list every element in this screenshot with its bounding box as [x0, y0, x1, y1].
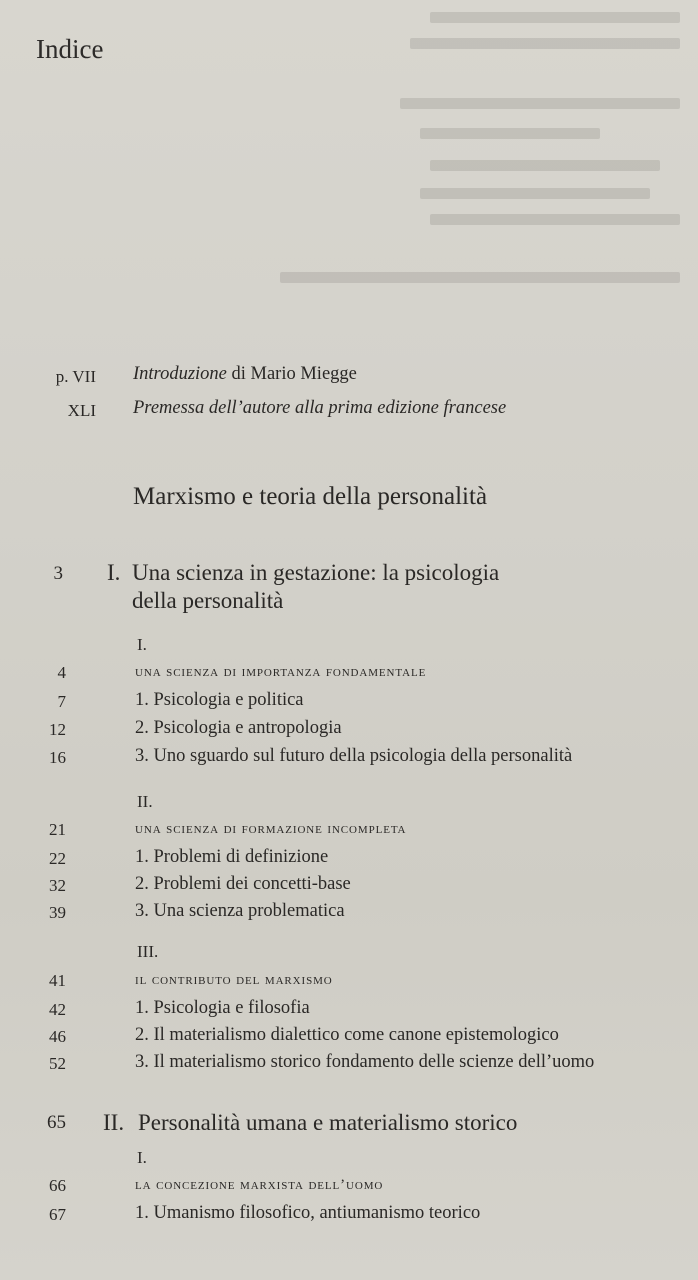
toc-item[interactable]: 1. Umanismo filosofico, antiumanismo teorico [135, 1203, 481, 1223]
section-page: 4 [57, 663, 66, 682]
section-title[interactable]: il contributo del marxismo [135, 972, 333, 988]
index-heading: Indice [36, 34, 104, 64]
chapter-numeral: II. [103, 1110, 125, 1135]
section-numeral: III. [137, 942, 159, 961]
front-matter-item[interactable] [133, 398, 506, 419]
toc-item[interactable]: 2. Psicologia e antropologia [135, 718, 342, 738]
chapter-numeral: I. [107, 560, 121, 585]
item-page: 42 [49, 1000, 66, 1019]
section-title[interactable]: una scienza di importanza fondamentale [135, 664, 427, 680]
section-numeral: II. [137, 792, 153, 811]
item-page: 32 [49, 876, 66, 895]
item-page: 16 [49, 748, 66, 767]
toc-item[interactable]: 2. Problemi dei concetti-base [135, 874, 351, 894]
toc-item[interactable]: 1. Psicologia e filosofia [135, 998, 310, 1018]
show-through-texture [0, 0, 698, 330]
chapter-page: 65 [47, 1112, 66, 1133]
item-page: 12 [49, 720, 66, 739]
chapter-title-line1[interactable]: Una scienza in gestazione: la psicologia [132, 560, 500, 585]
chapter-title[interactable]: Personalità umana e materialismo storico [138, 1110, 518, 1135]
toc-item[interactable]: 3. Il materialismo storico fondamento delle scienze dell’uomo [135, 1052, 595, 1072]
chapter-title-line2[interactable]: della personalità [132, 588, 284, 613]
front-matter-title: Premessa dell’autore alla prima edizione francese [133, 398, 507, 418]
front-matter-item[interactable] [133, 364, 357, 385]
section-page: 66 [49, 1176, 66, 1195]
item-page: 7 [57, 692, 66, 711]
item-page: 39 [49, 903, 66, 922]
toc-item[interactable]: 3. Uno sguardo sul futuro della psicologia della personalità [135, 746, 573, 766]
section-title[interactable]: una scienza di formazione incompleta [135, 821, 407, 837]
section-title[interactable]: la concezione marxista dell’uomo [135, 1177, 384, 1193]
item-page: 52 [49, 1054, 66, 1073]
front-matter-title: Introduzione [133, 364, 227, 384]
front-matter-page: p. VII [55, 367, 96, 386]
front-matter-author: di Mario Miegge [226, 364, 357, 384]
toc-item[interactable]: 2. Il materialismo dialettico come canone epistemologico [135, 1025, 559, 1045]
front-matter-page: XLI [67, 401, 96, 420]
toc-item[interactable]: 1. Psicologia e politica [135, 690, 304, 710]
book-title: Marxismo e teoria della personalità [133, 483, 488, 510]
section-page: 41 [49, 971, 66, 990]
item-page: 46 [49, 1027, 66, 1046]
section-page: 21 [49, 820, 66, 839]
item-page: 22 [49, 849, 66, 868]
toc-item[interactable]: 3. Una scienza problematica [135, 901, 345, 921]
item-page: 67 [49, 1205, 66, 1224]
toc-item[interactable]: 1. Problemi di definizione [135, 847, 329, 867]
section-numeral: I. [137, 1148, 147, 1167]
section-numeral: I. [137, 635, 147, 654]
chapter-page: 3 [53, 563, 63, 584]
